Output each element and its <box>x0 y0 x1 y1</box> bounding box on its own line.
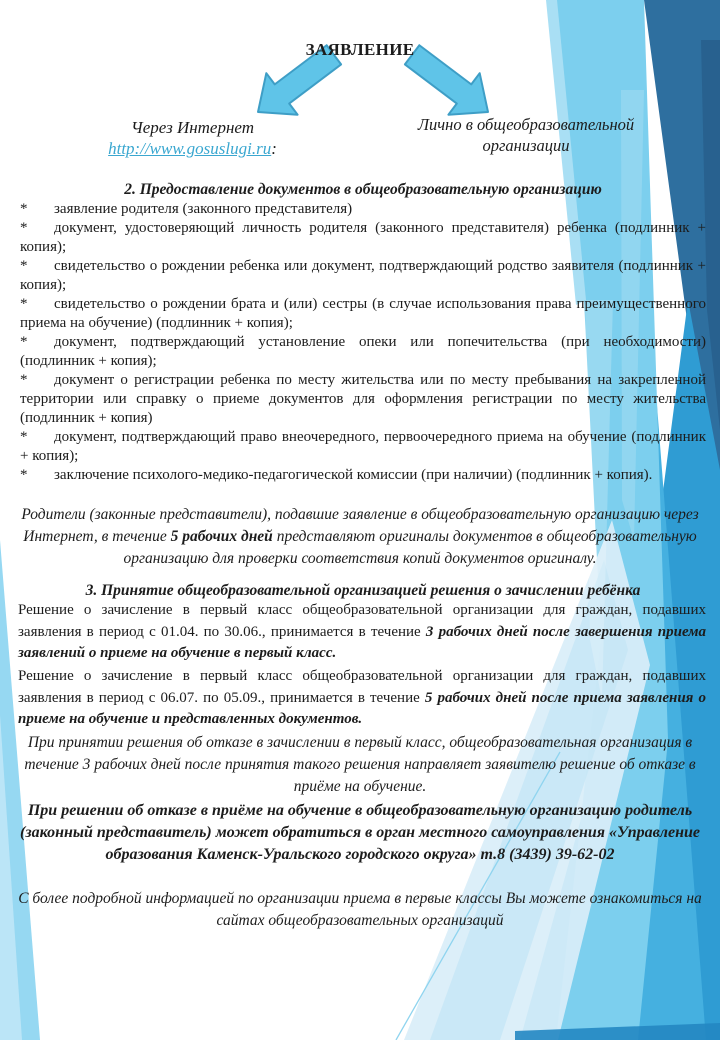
note-bold: 5 рабочих дней <box>170 528 273 545</box>
enrollment-para-1 <box>18 600 706 665</box>
note-post: представляют оригиналы документов в общеобразовательную организацию для проверки соответствия копий документов оригиналу. <box>123 528 697 567</box>
document-item-text: свидетельство о рождении ребенка или документ, подтверждающий родство заявителя (подлинник + копия); <box>20 258 706 293</box>
bullet-star: * <box>20 334 28 350</box>
enrollment-para-2 <box>18 666 706 731</box>
footer-note: С более подробной информацией по организации приема в первые классы Вы можете ознакомиться на сайтах общеобразовательных организаций <box>18 890 702 929</box>
gosuslugi-link[interactable]: http://www.gosuslugi.ru <box>108 139 272 158</box>
bullet-star: * <box>20 429 28 445</box>
document-item <box>20 257 706 295</box>
internet-option-link-line <box>55 138 330 159</box>
document-item-text: свидетельство о рождении брата и (или) сестры (в случае использования права преимущественного приема на обучение) (подлинник + копия); <box>20 296 706 331</box>
document-item-text: документ, подтверждающий установление опеки или попечительства (при необходимости) (подлинник + копия); <box>20 334 706 369</box>
document-item <box>20 200 706 219</box>
para-1-text: Решение о зачисление в первый класс общеобразовательной организации для граждан, подавших заявления в период с 01.04. по 30.06., принимается в течение <box>18 602 706 640</box>
link-suffix: : <box>271 139 277 158</box>
document-item-text: заявление родителя (законного представителя) <box>54 201 353 217</box>
bullet-star: * <box>20 201 28 217</box>
document-item <box>20 219 706 257</box>
bullet-star: * <box>20 258 28 274</box>
section2-heading: 2. Предоставление документов в общеобразовательную организацию <box>124 181 602 198</box>
document-item <box>20 333 706 371</box>
internet-option-label: Через Интернет <box>130 118 255 137</box>
document-item <box>20 295 706 333</box>
bullet-star: * <box>20 372 28 388</box>
internet-option <box>55 117 330 159</box>
in-person-option-label: Лично в общеобразовательной организации <box>417 115 635 155</box>
bullet-star: * <box>20 296 28 312</box>
documents-list <box>20 200 706 485</box>
section3-heading: 3. Принятие общеобразовательной организацией решения о зачислении ребёнка <box>85 582 641 599</box>
bullet-star: * <box>20 220 28 236</box>
para-1-bold: 3 рабочих дней после завершения приема заявлений о приеме на обучение в первый класс. <box>18 623 707 661</box>
note-pre: Родители (законные представители), подавшие заявление в общеобразовательную организацию через Интернет, в течение <box>21 506 699 545</box>
document-item-text: заключение психолого-медико-педагогической комиссии (при наличии) (подлинник + копия). <box>54 467 653 483</box>
document-item-text: документ, удостоверяющий личность родителя (законного представителя) ребенка (подлинник + копия); <box>20 220 706 255</box>
slide-title: ЗАЯВЛЕНИЕ <box>305 40 415 59</box>
document-item <box>20 371 706 428</box>
document-item <box>20 466 706 485</box>
document-item-text: документ о регистрации ребенка по месту жительства или по месту пребывания на закрепленной территории или справку о приеме документов для оформления регистрации по месту жительства (подлинник + копия) <box>20 372 706 426</box>
document-item <box>20 428 706 466</box>
para-2-bold: 5 рабочих дней после приема заявления о приеме на обучение и представленных документов. <box>18 689 706 727</box>
refusal-note: При принятии решения об отказе в зачислении в первый класс, общеобразовательная организация в течение 3 рабочих дней после принятия такого решения направляет заявителю решение об отказе в приёме на обучение. <box>24 734 696 795</box>
document-item-text: документ, подтверждающий право внеочередного, первоочередного приема на обучение (подлинник + копия); <box>20 429 706 464</box>
internet-originals-note <box>14 504 706 570</box>
appeal-note: При решении об отказе в приёме на обучение в общеобразовательную организацию родитель (законный представитель) может обратиться в орган местного самоуправления «Управление образования Каменск-Уральского городского округа» т.8 (3439) 39-62-02 <box>20 802 700 863</box>
bullet-star: * <box>20 467 28 483</box>
para-2-text: Решение о зачисление в первый класс общеобразовательной организации для граждан, подавших заявления в период с 06.07. по 05.09., принимается в течение <box>18 668 706 706</box>
